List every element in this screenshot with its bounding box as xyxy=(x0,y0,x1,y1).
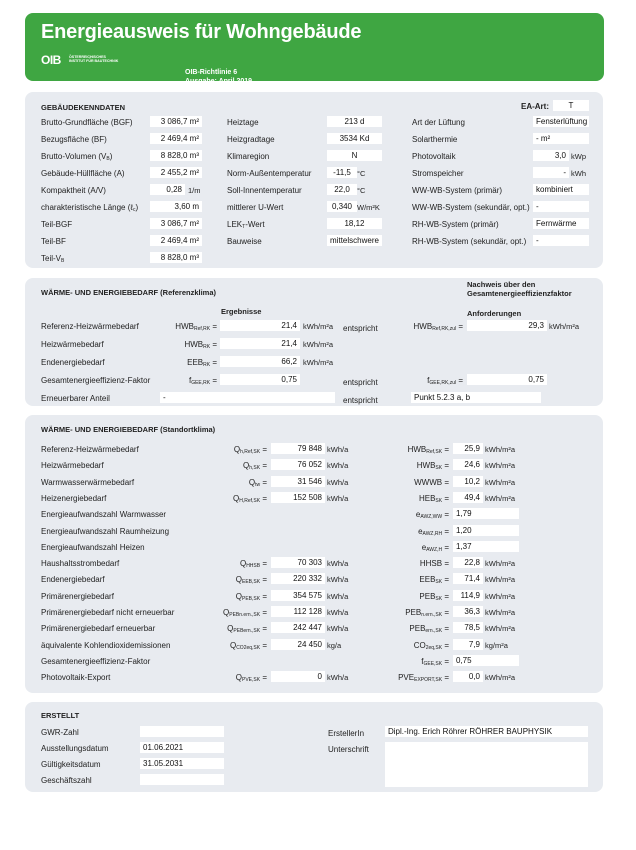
climate-field-label-suffix: -Wert xyxy=(245,220,265,229)
system-field-label: Art der Lüftung xyxy=(412,118,465,127)
climate-field-label xyxy=(227,118,259,127)
ref-row-symbol: $HWB_{Ref,RK}$ = xyxy=(175,322,217,332)
ref-row-label: Gesamtenergieeffizienz-Faktor xyxy=(41,376,151,385)
complies-label: entspricht xyxy=(343,324,378,333)
oib-logo xyxy=(41,53,119,67)
climate-field-value: mittelschwere xyxy=(327,235,382,246)
site-row-value: 24 450 xyxy=(271,639,325,650)
site-row-symbol-sub: PEBern.,SK xyxy=(233,628,261,635)
climate-field-label xyxy=(227,152,269,161)
directive-info xyxy=(185,68,252,86)
system-field-label: Solarthermie xyxy=(412,135,458,144)
site-row-specific-symbol-text: PEB xyxy=(409,624,426,634)
building-field-label-text: Brutto-Volumen (V xyxy=(41,152,107,161)
building-field-value: 2 469,4 m² xyxy=(150,235,202,246)
ref-row-label: Heizwärmebedarf xyxy=(41,340,104,349)
site-row-specific-symbol-sub: AWZ,RH xyxy=(422,530,443,537)
building-field-label xyxy=(41,237,66,246)
ref-row-label: Endenergiebedarf xyxy=(41,358,105,367)
site-row-symbol: $Q_{EEB,SK}$ = xyxy=(235,575,267,586)
site-row-symbol-text: Q xyxy=(239,559,247,569)
created-field-label: Geschäftszahl xyxy=(41,776,92,785)
site-row-unit: kWh/a xyxy=(327,591,349,601)
site-row-symbol-text: Q xyxy=(223,608,230,617)
system-field-value: 3,0 xyxy=(533,150,569,161)
site-row-label: Haushaltsstrombedarf xyxy=(41,559,120,569)
created-field-label: Gültigkeitsdatum xyxy=(41,760,101,769)
climate-field-value: N xyxy=(327,150,382,161)
building-data-panel xyxy=(25,92,603,268)
requirement-symbol-sub: Ref,RK,zul xyxy=(432,326,457,332)
climate-field-label-text: Norm-Außentemperatur xyxy=(227,169,312,178)
ref-row-symbol: $f_{GEE,RK}$ = xyxy=(188,376,217,386)
building-field-label-text: charakteristische Länge (ℓ xyxy=(41,203,133,212)
site-row-specific-value: 49,4 xyxy=(453,492,483,503)
site-row-specific-unit: kWh/m²a xyxy=(485,461,515,471)
created-field-value[interactable] xyxy=(140,774,224,785)
site-row-label: Primärenergiebedarf erneuerbar xyxy=(41,624,156,634)
site-row-specific-value: 10,2 xyxy=(453,476,483,487)
climate-field-label-text: Soll-Innentemperatur xyxy=(227,186,302,195)
site-row-specific-symbol-sub: AWZ,H xyxy=(426,546,443,553)
ref-row-value: 21,4 xyxy=(220,320,300,331)
requirement-value: 0,75 xyxy=(467,374,547,385)
proof-heading-line: Nachweis über den xyxy=(467,280,536,289)
site-row-unit: kWh/a xyxy=(327,608,349,617)
site-row-specific-symbol-text: e xyxy=(418,526,423,536)
site-row-specific-value: 0,75 xyxy=(453,655,519,666)
site-row-value: 220 332 xyxy=(271,573,325,584)
site-row-specific-symbol-sub: Ref,SK xyxy=(426,449,443,455)
building-field-label-sub: B xyxy=(106,156,110,162)
site-row-unit: kWh/a xyxy=(327,575,349,585)
ref-row-symbol-sub: Ref,RK xyxy=(193,326,211,332)
requirement-symbol-sub: GEE,RK,zul xyxy=(429,380,457,386)
site-row-symbol-text: Q xyxy=(243,461,250,471)
page-title: Energieausweis für Wohngebäude xyxy=(41,21,362,43)
site-row-specific-symbol: $e_{AWZ,H}$ = xyxy=(421,542,449,553)
site-row-symbol-text: Q xyxy=(235,673,243,683)
section-title: ERSTELLT xyxy=(41,711,80,720)
site-row-specific-symbol-text: e xyxy=(421,542,427,552)
site-row-specific-symbol-text: HEB xyxy=(418,493,436,503)
site-row-value: 76 052 xyxy=(271,459,325,470)
site-row-symbol-text: Q xyxy=(233,493,240,503)
site-row-symbol-sub: H,Ref,SK xyxy=(239,497,261,504)
site-row-value: 152 508 xyxy=(271,492,325,503)
system-field-label: WW-WB-System (sekundär, opt.) xyxy=(412,203,530,212)
site-row-label: Primärenergiebedarf nicht erneuerbar xyxy=(41,608,175,617)
site-row-symbol-text: Q xyxy=(235,591,243,601)
climate-field-label xyxy=(227,186,302,195)
climate-field-label xyxy=(227,203,283,212)
ref-row-label: Erneuerbarer Anteil xyxy=(41,394,110,403)
ref-row-symbol-sub: RK xyxy=(203,344,211,350)
building-field-label xyxy=(41,169,125,178)
site-row-value: 354 575 xyxy=(271,590,325,601)
building-field-label xyxy=(41,135,107,144)
climate-field-label xyxy=(227,135,275,144)
site-row-label: Endenergiebedarf xyxy=(41,575,105,585)
site-row-specific-symbol: $HEB_{SK}$ = xyxy=(418,493,449,504)
created-field-label: Ausstellungsdatum xyxy=(41,744,109,753)
complies-label: entspricht xyxy=(343,378,378,387)
building-field-label-text: Kompaktheit (A/V) xyxy=(41,186,106,195)
logo-mark: OIB xyxy=(41,53,61,67)
site-row-specific-symbol-text: WWWB xyxy=(414,477,443,487)
system-field-label: RH-WB-System (primär) xyxy=(412,220,499,229)
site-row-value: 31 546 xyxy=(271,476,325,487)
created-field-label: GWR-Zahl xyxy=(41,728,79,737)
site-row-symbol: $Q_{H,Ref,SK}$ = xyxy=(233,493,267,504)
site-row-label: Heizwärmebedarf xyxy=(41,461,104,471)
site-row-specific-symbol-sub: AWZ,WW xyxy=(420,514,443,521)
site-row-label: äquivalente Kohlendioxidemissionen xyxy=(41,640,171,650)
site-row-label: Energieaufwandszahl Heizen xyxy=(41,542,145,552)
site-row-symbol: $Q_{tw}$ = xyxy=(248,477,267,488)
site-row-value: 242 447 xyxy=(271,622,325,633)
site-row-specific-value: 78,5 xyxy=(453,622,483,633)
building-field-label-suffix: ) xyxy=(109,152,113,161)
system-field-label: RH-WB-System (sekundär, opt.) xyxy=(412,237,527,246)
site-row-specific-symbol-sub: EXPORT,SK xyxy=(414,677,443,684)
site-row-label: Gesamtenergieeffizienz-Faktor xyxy=(41,656,151,666)
climate-field-unit: °C xyxy=(357,169,366,178)
ref-row-symbol-sub: RK xyxy=(203,362,211,368)
site-row-value: 70 303 xyxy=(271,557,325,568)
site-row-label: Energieaufwandszahl Raumheizung xyxy=(41,526,170,536)
building-field-value: 8 828,0 m³ xyxy=(150,252,202,263)
site-row-unit: kWh/a xyxy=(327,445,349,454)
site-row-specific-symbol-text: PEB xyxy=(419,591,436,601)
directive: OIB-Richtlinie 6 xyxy=(185,69,238,76)
site-row-specific-symbol-sub: GEE,SK xyxy=(423,660,443,667)
proof-heading xyxy=(467,280,572,298)
building-field-label xyxy=(41,118,133,127)
requirement-symbol: $HWB_{Ref,RK,zul}$ = xyxy=(413,322,463,332)
site-row-symbol-sub: PEB,SK xyxy=(242,595,261,602)
site-row-symbol: $Q_{PEBern.,SK}$ = xyxy=(227,624,267,635)
building-field-label-sub: c xyxy=(132,207,136,213)
building-field-unit: 1/m xyxy=(188,186,201,195)
ref-row-symbol-text: EEB xyxy=(187,358,204,367)
site-row-symbol-sub: CO2eq,SK xyxy=(236,644,261,651)
site-climate-panel xyxy=(25,415,603,693)
site-row-specific-value: 71,4 xyxy=(453,573,483,584)
building-field-label-text: Bezugsfläche (BF) xyxy=(41,135,107,144)
climate-field-label-text: LEK xyxy=(227,220,243,229)
requirement-unit: kWh/m²a xyxy=(549,322,579,331)
site-row-symbol-text: Q xyxy=(235,575,243,585)
site-row-specific-symbol-text: HHSB xyxy=(419,559,443,569)
site-row-specific-unit: kWh/m²a xyxy=(485,575,515,585)
site-row-symbol-sub: HHSB xyxy=(246,563,261,570)
site-row-symbol-text: Q xyxy=(248,477,256,487)
creator-label: ErstellerIn xyxy=(328,729,365,738)
site-row-symbol: $Q_{PEBn.ern.,SK}$ = xyxy=(223,608,267,618)
edition: Ausgabe: April 2019 xyxy=(185,78,253,85)
site-row-symbol: $Q_{h,SK}$ = xyxy=(243,461,267,472)
requirement-value: 29,3 xyxy=(467,320,547,331)
system-field-value: - m² xyxy=(533,133,589,144)
site-row-unit: kWh/a xyxy=(327,624,349,634)
climate-field-label xyxy=(227,237,262,246)
site-row-symbol-sub: PEBn.ern.,SK xyxy=(229,612,261,618)
building-field-value: 0,28 xyxy=(150,184,185,195)
site-row-specific-symbol: $PEB_{ern.,SK}$ = xyxy=(409,624,449,635)
creator-value: Dipl.-Ing. Erich Röhrer RÖHRER BAUPHYSIK xyxy=(385,726,588,737)
site-row-specific-value: 36,3 xyxy=(453,606,483,617)
ref-row-label: Referenz-Heizwärmebedarf xyxy=(41,322,139,331)
building-field-value: 3,60 m xyxy=(150,201,202,212)
site-row-symbol-sub: h,Ref,SK xyxy=(240,449,261,455)
header-banner xyxy=(25,13,604,85)
site-row-specific-value: 25,9 xyxy=(453,443,483,454)
site-row-symbol-sub: PVE,SK xyxy=(242,677,261,684)
building-field-value: 3 086,7 m² xyxy=(150,218,202,229)
site-row-specific-symbol-sub: SK xyxy=(435,497,443,504)
building-field-value: 3 086,7 m² xyxy=(150,116,202,127)
site-row-specific-symbol: HHSB = xyxy=(419,559,449,569)
site-row-symbol-sub: tw xyxy=(255,481,261,488)
site-row-value: 0 xyxy=(271,671,325,682)
proof-heading-line: Gesamtenergieeffizienzfaktor xyxy=(467,289,572,298)
site-row-specific-symbol-text: e xyxy=(415,510,421,520)
building-field-label xyxy=(41,203,138,213)
system-field-value: - xyxy=(533,201,589,212)
logo-text-line: ÖSTERREICHISCHES xyxy=(69,55,106,59)
site-row-specific-symbol-sub: SK xyxy=(435,465,443,472)
building-field-label xyxy=(41,186,106,195)
site-row-specific-unit: kWh/m²a xyxy=(485,477,515,487)
site-row-specific-symbol-sub: SK xyxy=(435,579,443,586)
section-title: WÄRME- UND ENERGIEBEDARF (Referenzklima) xyxy=(41,288,217,297)
site-row-specific-symbol-text: PVE xyxy=(398,673,415,683)
site-row-specific-unit: kg/m²a xyxy=(485,640,508,650)
climate-field-value: -11,5 xyxy=(327,167,357,178)
climate-field-unit: °C xyxy=(357,186,366,195)
climate-field-value: 22,0 xyxy=(327,184,357,195)
system-field-value: kombiniert xyxy=(533,184,589,195)
climate-field-label xyxy=(227,169,311,178)
site-row-specific-unit: kWh/m²a xyxy=(485,559,515,569)
building-field-label-text: Teil-BF xyxy=(41,237,66,246)
climate-field-label-text: Heizgradtage xyxy=(227,135,275,144)
building-field-label xyxy=(41,152,112,162)
section-title: WÄRME- UND ENERGIEBEDARF (Standortklima) xyxy=(41,425,216,434)
requirements-heading: Anforderungen xyxy=(467,309,522,318)
system-field-label: WW-WB-System (primär) xyxy=(412,186,503,195)
site-row-specific-value: 7,9 xyxy=(453,639,483,650)
site-row-specific-symbol-text: PEB xyxy=(405,608,422,617)
system-field-unit: kWh xyxy=(571,169,586,178)
created-field-value[interactable]: 01.06.2021 xyxy=(140,742,224,753)
site-row-specific-value: 22,8 xyxy=(453,557,483,568)
system-field-value: - xyxy=(533,167,569,178)
site-row-specific-value: 24,6 xyxy=(453,459,483,470)
system-field-label: Stromspeicher xyxy=(412,169,464,178)
ea-art-label: EA-Art: xyxy=(521,102,549,111)
site-row-label: Energieaufwandszahl Warmwasser xyxy=(41,510,167,520)
site-row-unit: kWh/a xyxy=(327,559,349,569)
site-row-specific-unit: kWh/m²a xyxy=(485,493,515,503)
building-field-label-text: Teil-V xyxy=(41,254,62,263)
building-field-label-sub: B xyxy=(61,258,65,264)
site-row-specific-symbol-sub: ern.,SK xyxy=(425,628,443,635)
building-field-label-text: Brutto-Grundfläche (BGF) xyxy=(41,118,133,127)
climate-field-value: 0,340 xyxy=(327,201,357,212)
site-row-specific-symbol: $HWB_{Ref,SK}$ = xyxy=(407,445,449,455)
site-row-specific-symbol-sub: SK xyxy=(435,595,443,602)
site-row-symbol: $Q_{PVE,SK}$ = xyxy=(235,673,267,684)
requirement-value: Punkt 5.2.3 a, b xyxy=(411,392,541,403)
building-field-value: 2 469,4 m² xyxy=(150,133,202,144)
site-row-specific-symbol: $EEB_{SK}$ = xyxy=(419,575,449,586)
climate-field-unit: W/m²K xyxy=(357,203,380,212)
site-row-specific-symbol-text: f xyxy=(421,656,424,666)
site-row-specific-symbol: $CO_{2eq,SK}$ = xyxy=(413,640,449,651)
requirement-symbol-text: f xyxy=(427,376,430,385)
site-row-unit: kg/a xyxy=(327,640,342,650)
climate-field-label-text: Bauweise xyxy=(227,237,262,246)
requirement-symbol: $f_{GEE,RK,zul}$ = xyxy=(427,376,463,386)
climate-field-label-text: Klimaregion xyxy=(227,152,270,161)
site-row-label: Referenz-Heizwärmebedarf xyxy=(41,445,139,454)
building-field-value: 2 455,2 m² xyxy=(150,167,202,178)
site-row-specific-symbol: $PEB_{n.ern.,SK}$ = xyxy=(405,608,449,618)
site-row-specific-value: 0,0 xyxy=(453,671,483,682)
site-row-unit: kWh/a xyxy=(327,673,349,683)
logo-text-line: INSTITUT FÜR BAUTECHNIK xyxy=(69,59,119,64)
ref-row-value: 21,4 xyxy=(220,338,300,349)
complies-label: entspricht xyxy=(343,396,378,405)
site-row-specific-unit: kWh/m²a xyxy=(485,591,515,601)
site-row-symbol-sub: EEB,SK xyxy=(242,579,261,586)
ref-row-symbol-text: HWB xyxy=(175,322,194,331)
site-row-label: Photovoltaik-Export xyxy=(41,673,111,683)
system-field-label: Photovoltaik xyxy=(412,152,456,161)
site-row-specific-symbol: $e_{AWZ,WW}$ = xyxy=(415,510,449,521)
site-row-symbol: $Q_{HHSB}$ = xyxy=(239,559,267,570)
ref-row-symbol-sub: GEE,RK xyxy=(191,380,211,386)
site-row-specific-symbol: $PEB_{SK}$ = xyxy=(419,591,449,602)
site-row-specific-symbol: $HWB_{SK}$ = xyxy=(416,461,449,472)
signature-field[interactable] xyxy=(385,742,588,787)
ref-row-symbol-text: HWB xyxy=(184,340,204,349)
climate-field-label xyxy=(227,220,265,230)
site-row-specific-value: 1,20 xyxy=(453,525,519,536)
site-row-specific-value: 1,79 xyxy=(453,508,519,519)
site-row-specific-symbol: WWWB = xyxy=(414,477,449,487)
system-field-value: Fernwärme xyxy=(533,218,589,229)
site-row-specific-symbol-text: CO xyxy=(413,640,426,650)
site-row-specific-unit: kWh/m²a xyxy=(485,624,515,634)
ref-row-unit: kWh/m²a xyxy=(303,322,333,331)
site-row-specific-unit: kWh/m²a xyxy=(485,445,515,454)
site-row-symbol: $Q_{h,Ref,SK}$ = xyxy=(233,445,267,455)
requirement-symbol-text: HWB xyxy=(413,322,433,331)
ref-row-value: 0,75 xyxy=(220,374,300,385)
site-row-label: Primärenergiebedarf xyxy=(41,591,114,601)
ref-row-symbol: $HWB_{RK}$ = xyxy=(184,340,217,350)
site-row-unit: kWh/a xyxy=(327,461,349,471)
site-row-specific-value: 114,9 xyxy=(453,590,483,601)
building-field-value: 8 828,0 m³ xyxy=(150,150,202,161)
system-field-unit: kWp xyxy=(571,152,586,161)
site-row-specific-symbol-text: EEB xyxy=(419,575,436,585)
ref-row-symbol-text: f xyxy=(188,376,192,385)
ref-row-unit: kWh/m²a xyxy=(303,340,333,349)
site-row-specific-symbol: $f_{GEE,SK}$ = xyxy=(421,656,449,667)
building-field-label xyxy=(41,220,72,229)
site-row-value: 112 128 xyxy=(271,606,325,617)
site-row-specific-unit: kWh/m²a xyxy=(485,608,515,617)
climate-field-value: 213 d xyxy=(327,116,382,127)
building-field-label-text: Gebäude-Hüllfläche (A) xyxy=(41,169,125,178)
climate-field-label-sub: T xyxy=(242,224,246,230)
reference-climate-panel xyxy=(25,278,603,406)
created-field-value[interactable] xyxy=(140,726,224,737)
building-field-label xyxy=(41,254,64,264)
site-row-symbol-text: Q xyxy=(227,624,234,634)
site-row-symbol-text: Q xyxy=(229,640,237,650)
ref-row-symbol: $EEB_{RK}$ = xyxy=(187,358,217,368)
site-row-value: 79 848 xyxy=(271,443,325,454)
ea-art-value: T xyxy=(553,100,589,111)
site-row-symbol: $Q_{PEB,SK}$ = xyxy=(235,591,267,602)
building-field-label-text: Teil-BGF xyxy=(41,220,73,229)
results-heading: Ergebnisse xyxy=(221,307,262,316)
site-row-unit: kWh/a xyxy=(327,477,349,487)
section-title: GEBÄUDEKENNDATEN xyxy=(41,103,126,112)
site-row-label: Heizenergiebedarf xyxy=(41,493,107,503)
site-row-specific-symbol: $PVE_{EXPORT,SK}$ = xyxy=(398,673,449,684)
site-row-specific-symbol-sub: 2eq,SK xyxy=(425,644,443,651)
system-field-value: - xyxy=(533,235,589,246)
site-row-specific-value: 1,37 xyxy=(453,541,519,552)
site-row-symbol-sub: h,SK xyxy=(249,465,261,472)
ref-row-unit: kWh/m²a xyxy=(303,358,333,367)
site-row-specific-symbol-sub: n.ern.,SK xyxy=(421,612,443,618)
climate-field-value: 3534 Kd xyxy=(327,133,382,144)
system-field-value: Fensterlüftung xyxy=(533,116,589,127)
site-row-symbol-text: Q xyxy=(233,445,241,454)
site-row-specific-symbol: $e_{AWZ,RH}$ = xyxy=(418,526,449,537)
site-row-specific-unit: kWh/m²a xyxy=(485,673,515,683)
climate-field-label-text: mittlerer U-Wert xyxy=(227,203,284,212)
site-row-label: Warmwasserwärmebedarf xyxy=(41,477,135,487)
created-panel xyxy=(25,702,603,792)
ref-row-value: - xyxy=(160,392,335,403)
site-row-specific-symbol-text: HWB xyxy=(416,461,436,471)
building-field-label-suffix: ) xyxy=(135,203,139,212)
site-row-unit: kWh/a xyxy=(327,493,349,503)
site-row-symbol: $Q_{CO2eq,SK}$ = xyxy=(229,640,267,651)
climate-field-value: 18,12 xyxy=(327,218,382,229)
ref-row-value: 66,2 xyxy=(220,356,300,367)
climate-field-label-text: Heiztage xyxy=(227,118,259,127)
signature-label: Unterschrift xyxy=(328,745,369,754)
site-row-specific-symbol-text: HWB xyxy=(407,445,427,454)
created-field-value[interactable]: 31.05.2031 xyxy=(140,758,224,769)
